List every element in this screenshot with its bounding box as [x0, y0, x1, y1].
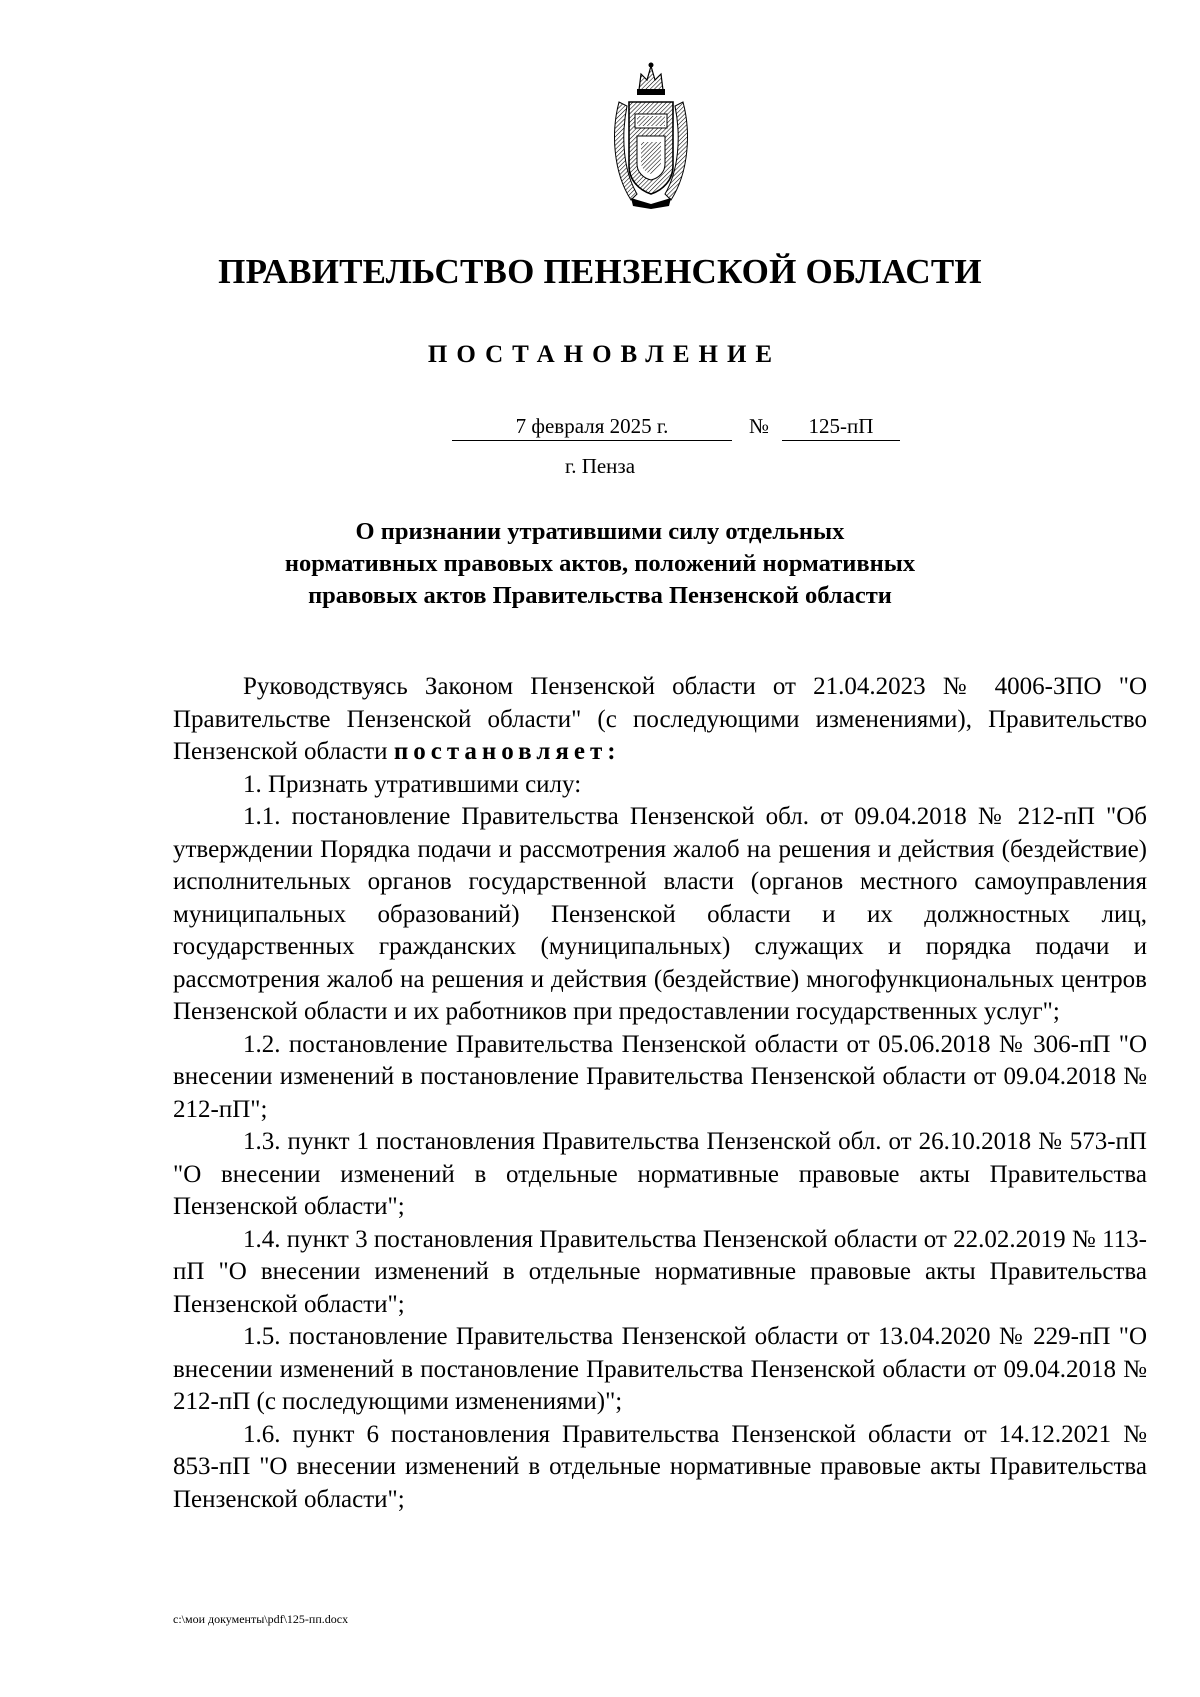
item-1-2: 1.2. постановление Правительства Пензенской области от 05.06.2018 № 306-пП "О внесении изменений в постановление Правительства Пензенской области от 09.04.2018 № 212-пП"; — [173, 1030, 1147, 1123]
resolves-word: постановляет: — [393, 738, 621, 765]
item-1-4: 1.4. пункт 3 постановления Правительства Пензенской области от 22.02.2019 № 113-пП "О внесении изменений в отдельные нормативные правовые акты Правительства Пензенской области"; — [173, 1225, 1147, 1318]
item-1: 1. Признать утратившими силу: — [243, 770, 582, 798]
document-number: 125-пП — [782, 412, 900, 441]
government-title: ПРАВИТЕЛЬСТВО ПЕНЗЕНСКОЙ ОБЛАСТИ — [218, 252, 982, 291]
file-path-footer: c:\мои документы\pdf\125-пп.docx — [173, 1612, 349, 1626]
item-1-6: 1.6. пункт 6 постановления Правительства Пензенской области от 14.12.2021 № 853-пП "О внесении изменений в отдельные нормативные правовые акты Правительства Пензенской области"; — [173, 1420, 1147, 1513]
item-1-3: 1.3. пункт 1 постановления Правительства Пензенской обл. от 26.10.2018 № 573-пП "О внесении изменений в отдельные нормативные правовые акты Правительства Пензенской области"; — [173, 1128, 1147, 1220]
item-1-5: 1.5. постановление Правительства Пензенской области от 13.04.2020 № 229-пП "О внесении изменений в постановление Правительства Пензенской области от 09.04.2018 № 212-пП (с последующими изменениями)"; — [173, 1323, 1147, 1415]
subject-line: правовых актов Правительства Пензенской области — [308, 582, 892, 609]
document-city: г. Пенза — [564, 454, 636, 478]
preamble-paragraph — [173, 671, 1147, 769]
coat-of-arms-icon — [609, 62, 693, 210]
document-subject — [0, 516, 1200, 612]
subject-line: нормативных правовых актов, положений нормативных — [284, 550, 916, 577]
document-type: ПОСТАНОВЛЕНИЕ — [427, 341, 782, 368]
subject-line: О признании утратившими силу отдельных — [355, 518, 845, 545]
preamble-text: Руководствуясь Законом Пензенской области от 21.04.2023 № 4006-ЗПО "О Правительстве Пензенской области" (с последующими изменениями), Правительство Пензенской области — [173, 673, 1147, 765]
number-sign: № — [748, 414, 770, 438]
item-1-1: 1.1. постановление Правительства Пензенской обл. от 09.04.2018 № 212-пП "Об утверждении Порядка подачи и рассмотрения жалоб на решения и действия (бездействие) исполнительных органов государственной власти (органов местного самоуправления муниципальных образований) Пензенской области и их должностных лиц, государственных гражданских (муниципальных) служащих и порядка подачи и рассмотрения жалоб на решения и действия (бездействие) многофункциональных центров Пензенской области и их работников при предоставлении государственных услуг"; — [173, 803, 1147, 1025]
document-date: 7 февраля 2025 г. — [452, 412, 732, 441]
document-body — [173, 671, 1147, 1516]
